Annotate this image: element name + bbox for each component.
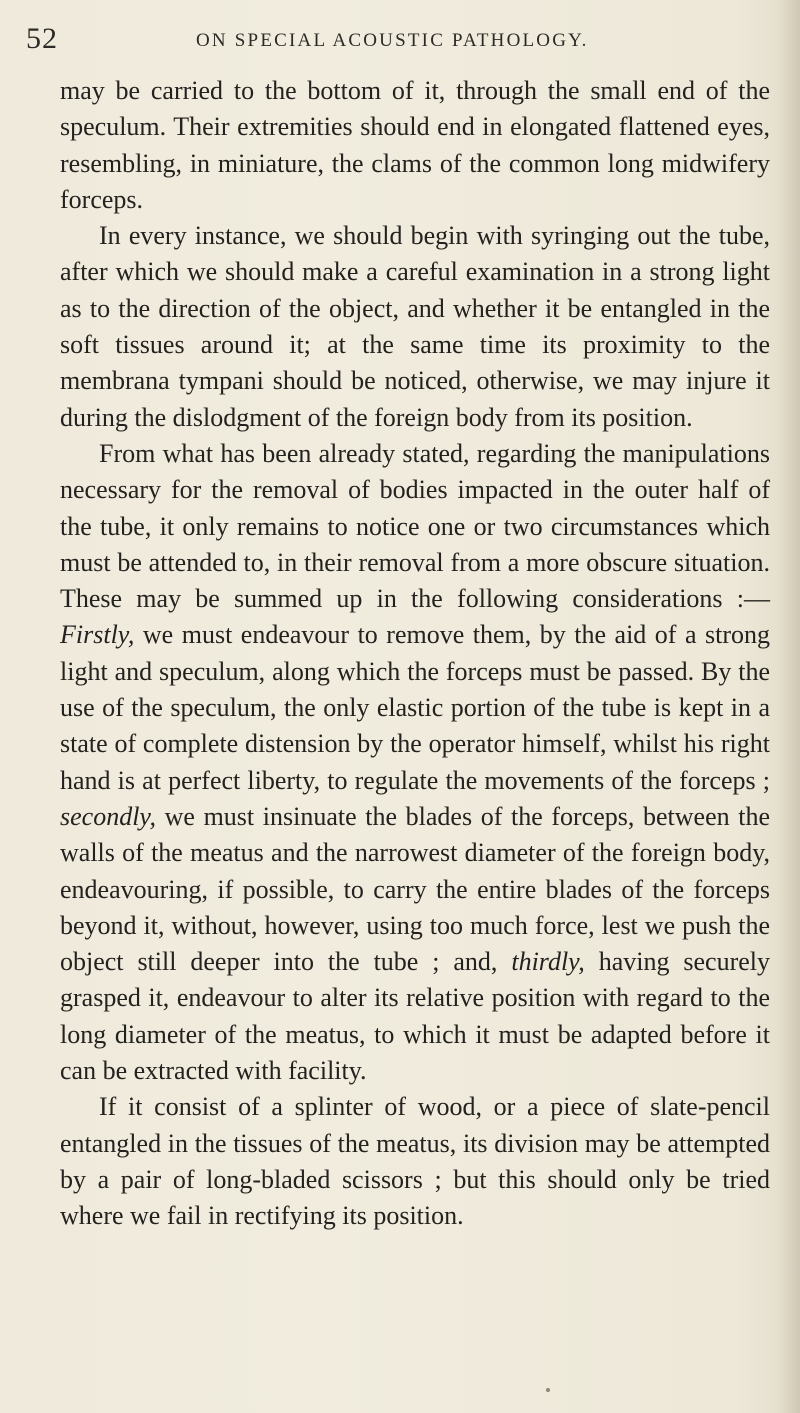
page-number: 52: [26, 22, 58, 55]
paragraph-text: having securely grasped it, endeavour to alter its relative position with regard to the long diameter of the meatus, to which it must be adapted before it can be extracted with facility.: [60, 947, 771, 1086]
italic-thirdly: thirdly,: [511, 947, 585, 977]
body-text: [60, 73, 770, 1235]
italic-firstly: Firstly,: [60, 620, 135, 650]
italic-secondly: secondly,: [60, 801, 157, 831]
paragraph-text: From what has been already stated, regarding the manipulations necessary for the removal of bodies impacted in the outer half of the tube, it only remains to notice one or two circumstances which must be attended to, in their removal from a more obscure situation. These may be summed up in the following considerations :—: [60, 438, 770, 614]
paragraph-continuation: may be carried to the bottom of it, through the small end of the speculum. Their extremities should end in elongated flattened eyes, resembling, in miniature, the clams of the common long midwifery forceps.: [60, 76, 770, 214]
page-header: [26, 22, 766, 62]
page-edge-shadow: [778, 0, 800, 1413]
paragraph-text: we must endeavour to remove them, by the aid of a strong light and speculum, along which the forceps must be passed. By the use of the speculum, the only elastic portion of the tube is kept in a state of complete distension by the operator himself, whilst his right hand is at perfect liberty, to regulate the movements of the forceps ;: [60, 620, 770, 795]
running-title: ON SPECIAL ACOUSTIC PATHOLOGY.: [196, 30, 589, 51]
paragraph-considerations: [60, 436, 770, 1089]
ink-speck: [546, 1388, 550, 1392]
paragraph-text: we must insinuate the blades of the forceps, between the walls of the meatus and the narrowest diameter of the foreign body, endeavouring, if possible, to carry the entire blades of the forceps beyond it, without, however, using too much force, lest we push the object still deeper into the tube ; and,: [60, 801, 770, 977]
paragraph-syringing: In every instance, we should begin with syringing out the tube, after which we should make a careful examination in a strong light as to the direction of the object, and whether it be entangled in the soft tissues around it; at the same time its proximity to the membrana tympani should be noticed, otherwise, we may injure it during the dislodgment of the foreign body from its position.: [60, 221, 770, 432]
paragraph-splinter: If it consist of a splinter of wood, or a piece of slate-pencil entangled in the tissues of the meatus, its division may be attempted by a pair of long-bladed scissors ; but this should only be tried where we fail in rectifying its position.: [60, 1092, 770, 1231]
